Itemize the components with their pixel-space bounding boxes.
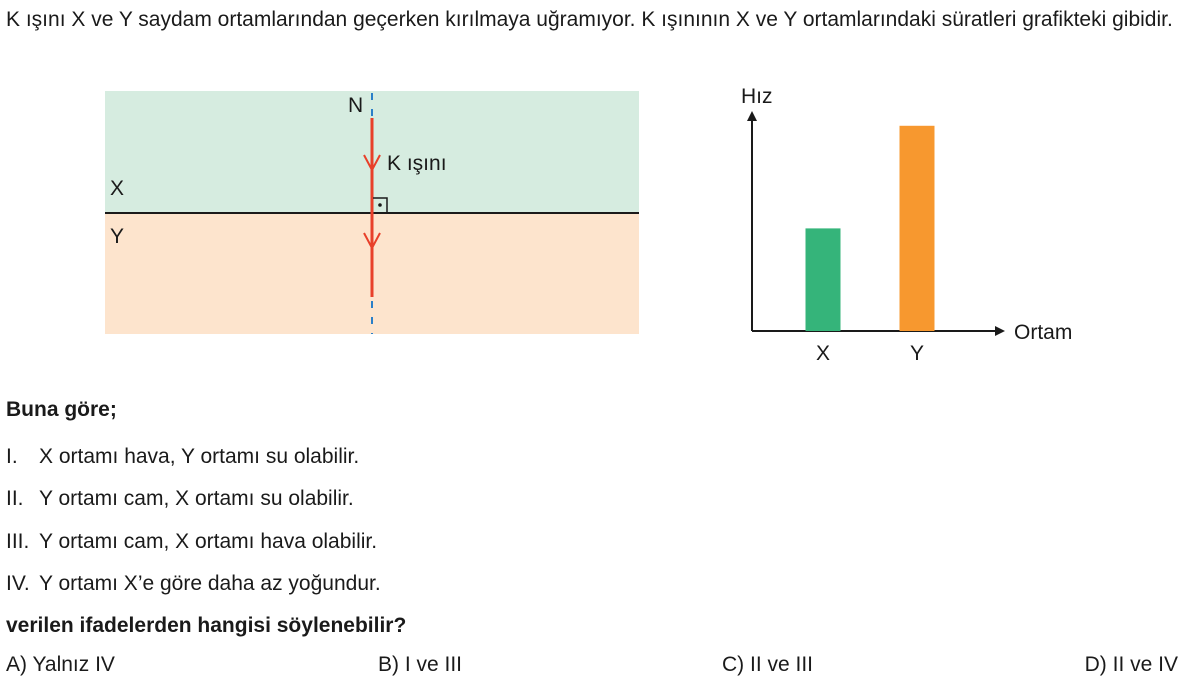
medium-x-label: X (110, 177, 125, 200)
ray-label: K ışını (387, 152, 447, 175)
x-axis-label: Ortam (1014, 321, 1073, 344)
category-label-y: Y (909, 342, 925, 365)
bar-x (806, 228, 841, 331)
statement-number: II. (6, 487, 24, 510)
statement-text: Y ortamı X’e göre daha az yoğundur. (39, 572, 381, 595)
category-label-x: X (815, 342, 831, 365)
statement-number: IV. (6, 572, 30, 595)
question-intro: K ışını X ve Y saydam ortamlarından geçerken kırılmaya uğramıyor. K ışınının X ve Y ortamlarındaki süratleri grafikteki gibidir. (6, 8, 1173, 31)
option-b[interactable]: B) I ve III (378, 653, 463, 676)
speed-bar-chart (741, 85, 1072, 365)
option-a[interactable]: A) Yalnız IV (6, 653, 115, 676)
statement-number: III. (6, 530, 30, 553)
normal-label: N (348, 94, 364, 117)
media-diagram (105, 91, 639, 334)
option-c[interactable]: C) II ve III (722, 653, 814, 676)
statement-1 (6, 445, 359, 469)
question-lead: Buna göre; (6, 398, 117, 421)
statement-text: Y ortamı cam, X ortamı hava olabilir. (39, 530, 378, 553)
statement-number: I. (6, 445, 18, 468)
option-d[interactable]: D) II ve IV (1084, 653, 1178, 676)
bar-y (900, 126, 935, 331)
question-ask: verilen ifadelerden hangisi söylenebilir? (6, 614, 407, 637)
medium-y-label: Y (110, 225, 125, 248)
statement-text: X ortamı hava, Y ortamı su olabilir. (39, 445, 360, 468)
y-axis-label: Hız (741, 85, 773, 108)
statement-2 (6, 487, 354, 511)
statement-3 (6, 530, 377, 554)
right-angle-dot (378, 203, 382, 207)
statement-4 (6, 572, 381, 596)
statement-text: Y ortamı cam, X ortamı su olabilir. (39, 487, 354, 510)
